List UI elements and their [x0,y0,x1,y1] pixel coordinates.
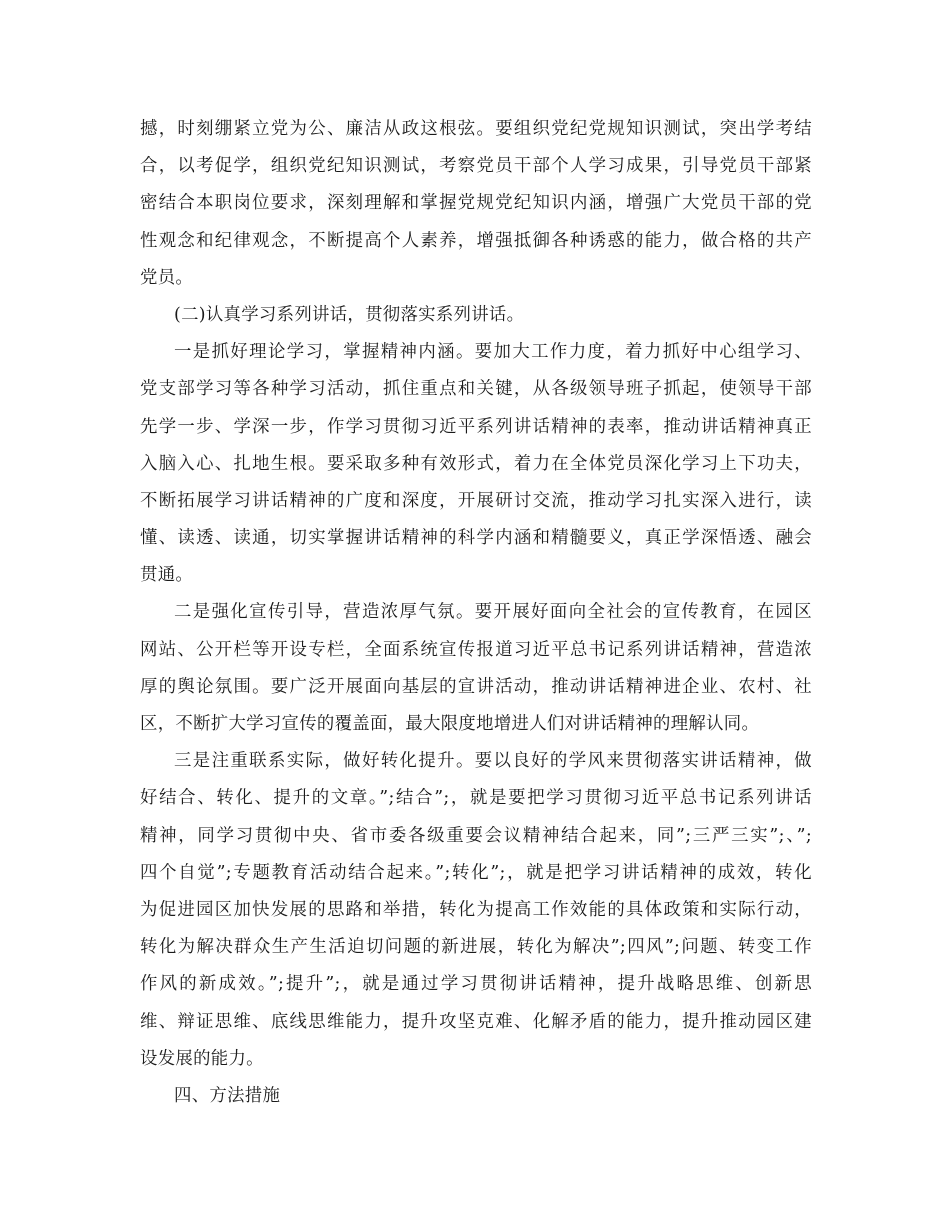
text-line: 转化为解决群众生产生活迫切问题的新进展，转化为解决”;四风”;问题、转变工作 [140,937,812,958]
text-line: 不断拓展学习讲话精神的广度和深度，开展研讨交流，推动学习扎实深入进行，读 [140,490,812,511]
text-line: 好结合、转化、提升的文章。”;结合”;，就是要把学习贯彻习近平总书记系列讲话 [140,788,812,809]
text-line: 厚的舆论氛围。要广泛开展面向基层的宣讲活动，推动讲话精神进企业、农村、社 [140,676,812,697]
text-line: 撼，时刻绷紧立党为公、廉洁从政这根弦。要组织党纪党规知识测试，突出学考结 [140,119,812,139]
text-line: 性观念和纪律观念，不断提高个人素养，增强抵御各种诱惑的能力，做合格的共产 [140,230,812,251]
text-line: 为促进园区加快发展的思路和举措，转化为提高工作效能的具体政策和实际行动， [140,899,812,920]
text-line: 设发展的能力。 [140,1048,264,1069]
text-line: 三是注重联系实际，做好转化提升。要以良好的学风来贯彻落实讲话精神，做 [174,751,812,772]
text-line: 贯通。 [140,565,194,586]
section-heading: (二)认真学习系列讲话，贯彻落实系列讲话。 [174,304,525,325]
text-line: 网站、公开栏等开设专栏，全面系统宣传报道习近平总书记系列讲话精神，营造浓 [140,639,812,660]
text-line: 党员。 [140,267,194,288]
text-line: 先学一步、学深一步，作学习贯彻习近平系列讲话精神的表率，推动讲话精神真正 [140,416,812,437]
text-line: 精神，同学习贯彻中央、省市委各级重要会议精神结合起来，同”;三严三实”;、”; [140,825,812,846]
text-line: 四个自觉”;专题教育活动结合起来。”;转化”;，就是把学习讲话精神的成效，转化 [140,862,812,883]
text-line: 二是强化宣传引导，营造浓厚气氛。要开展好面向全社会的宣传教育，在园区 [174,602,812,623]
text-line: 维、辩证思维、底线思维能力，提升攻坚克难、化解矛盾的能力，提升推动园区建 [140,1011,812,1032]
text-line: 一是抓好理论学习，掌握精神内涵。要加大工作力度，着力抓好中心组学习、 [174,342,812,363]
text-line: 懂、读透、读通，切实掌握讲话精神的科学内涵和精髓要义，真正学深悟透、融会 [140,528,812,549]
text-line: 合，以考促学，组织党纪知识测试，考察党员干部个人学习成果，引导党员干部紧 [140,156,812,177]
text-line: 区，不断扩大学习宣传的覆盖面，最大限度地增进人们对讲话精神的理解认同。 [140,714,760,734]
text-line: 入脑入心、扎地生根。要采取多种有效形式，着力在全体党员深化学习上下功夫， [140,453,812,474]
text-line: 作风的新成效。”;提升”;，就是通过学习贯彻讲话精神，提升战略思维、创新思 [140,974,812,995]
document-page [140,111,812,1115]
text-line: 密结合本职岗位要求，深刻理解和掌握党规党纪知识内涵，增强广大党员干部的党 [140,193,812,214]
section-heading: 四、方法措施 [174,1085,281,1106]
text-line: 党支部学习等各种学习活动，抓住重点和关键，从各级领导班子抓起，使领导干部 [140,379,812,400]
